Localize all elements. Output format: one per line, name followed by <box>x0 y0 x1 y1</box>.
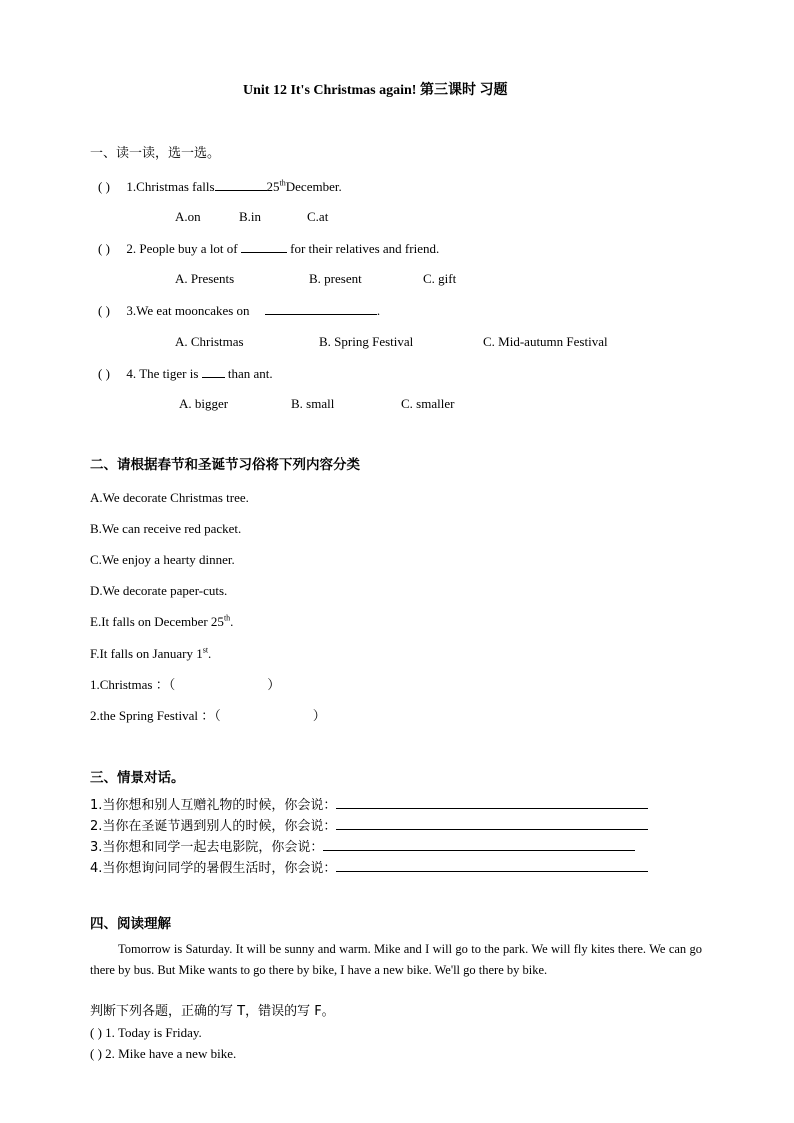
answer-line[interactable] <box>323 838 635 851</box>
s4-question-2 <box>90 1046 236 1062</box>
question-stem: Christmas falls <box>136 179 215 194</box>
s1-q3-option-b[interactable]: B. Spring Festival <box>319 334 414 349</box>
answer-line[interactable] <box>336 859 648 872</box>
superscript: th <box>223 613 231 623</box>
question-number: 1. <box>126 179 137 194</box>
s1-q4-option-c[interactable]: C. smaller <box>401 396 455 411</box>
s1-q3-option-a[interactable]: A. Christmas <box>175 334 244 349</box>
question-number: 2. <box>126 241 137 256</box>
s2-item-e-end: . <box>230 614 234 629</box>
answer-label: 2.the Spring Festival ：（ <box>90 708 221 723</box>
page-title <box>243 83 507 99</box>
s2-item-d: D.We decorate paper-cuts. <box>90 583 228 598</box>
question-stem: People buy a lot of <box>139 241 238 256</box>
s2-item-a: A.We decorate Christmas tree. <box>90 490 249 505</box>
question-stem: We eat mooncakes on <box>136 303 250 318</box>
s3-item-text: 2.当你在圣诞节遇到别人的时候，你会说： <box>90 819 337 834</box>
section3-heading: 三、情景对话。 <box>90 770 185 786</box>
answer-close: ） <box>312 708 326 723</box>
s1-q1-option-b[interactable]: B.in <box>239 209 262 224</box>
s3-item-text: 3.当你想和同学一起去电影院，你会说： <box>90 840 324 855</box>
s4-instruction: 判断下列各题，正确的写 T，错误的写 F。 <box>90 1004 335 1019</box>
question-text: 2. Mike have a new bike. <box>105 1046 237 1061</box>
title-text: Unit 12 It's Christmas again! 第三课时 习题 <box>243 83 508 98</box>
superscript: th <box>279 178 286 188</box>
s1-question-1 <box>98 178 342 195</box>
s2-item-e-text: E.It falls on December 25 <box>90 614 224 629</box>
s1-q1-option-a[interactable]: A.on <box>175 209 201 224</box>
fill-blank[interactable] <box>202 365 225 378</box>
section2-heading: 二、请根据春节和圣诞节习俗将下列内容分类 <box>90 457 360 473</box>
s3-item-2 <box>90 817 648 835</box>
question-text: 1. Today is Friday. <box>105 1025 202 1040</box>
s1-q1-option-c[interactable]: C.at <box>307 209 329 224</box>
s1-q2-option-a[interactable]: A. Presents <box>175 271 235 286</box>
answer-paren[interactable]: ( ) <box>90 1025 102 1040</box>
question-stem: The tiger is <box>139 366 199 381</box>
passage-text: Tomorrow is Saturday. It will be sunny and warm. Mike and I will go to the park. We will fly kites there. We can go there by bus. But Mike wants to go there by bike, I have a new bike. We'll go there by bike. <box>90 942 702 977</box>
s2-answer-christmas[interactable] <box>90 677 280 693</box>
s3-item-text: 4.当你想询问同学的暑假生活时，你会说： <box>90 861 337 876</box>
answer-paren[interactable]: ( ) <box>90 1046 102 1061</box>
s2-item-b: B.We can receive red packet. <box>90 521 242 536</box>
s1-question-4 <box>98 365 273 382</box>
answer-line[interactable] <box>336 796 648 809</box>
superscript: st <box>202 645 209 655</box>
question-number: 3. <box>126 303 137 318</box>
answer-paren[interactable]: ( ) <box>98 241 110 256</box>
answer-paren[interactable]: ( ) <box>98 366 110 381</box>
s1-q2-option-b[interactable]: B. present <box>309 271 362 286</box>
s2-answer-spring-festival[interactable] <box>90 708 326 724</box>
s1-q2-option-c[interactable]: C. gift <box>423 271 457 286</box>
question-number: 4. <box>126 366 137 381</box>
s1-q4-option-a[interactable]: A. bigger <box>179 396 229 411</box>
question-stem-after: than ant. <box>227 366 273 381</box>
section4-heading: 四、阅读理解 <box>90 916 171 932</box>
fill-blank[interactable] <box>265 302 377 315</box>
s3-item-4 <box>90 859 648 877</box>
answer-paren[interactable]: ( ) <box>98 179 110 194</box>
question-stem-after: 25 <box>266 179 280 194</box>
s2-item-f-end: . <box>208 646 212 661</box>
question-stem-end: December. <box>285 179 342 194</box>
s2-item-f <box>90 646 211 662</box>
answer-paren[interactable]: ( ) <box>98 303 110 318</box>
s3-item-3 <box>90 838 635 856</box>
answer-line[interactable] <box>336 817 648 830</box>
reading-passage <box>90 939 702 981</box>
s2-item-e <box>90 614 233 630</box>
fill-blank[interactable] <box>215 178 267 191</box>
s1-question-3 <box>98 302 380 319</box>
s3-item-text: 1.当你想和别人互赠礼物的时候，你会说： <box>90 798 337 813</box>
fill-blank[interactable] <box>241 240 287 253</box>
s4-question-1 <box>90 1025 202 1041</box>
s1-q3-option-c[interactable]: C. Mid-autumn Festival <box>483 334 608 349</box>
answer-label: 1.Christmas ：（ <box>90 677 176 692</box>
answer-close: ） <box>267 677 281 692</box>
question-stem-after: for their relatives and friend. <box>290 241 440 256</box>
question-stem-after: . <box>376 303 381 318</box>
s2-item-f-text: F.It falls on January 1 <box>90 646 203 661</box>
s2-item-c: C.We enjoy a hearty dinner. <box>90 552 235 567</box>
s1-q4-option-b[interactable]: B. small <box>291 396 335 411</box>
s3-item-1 <box>90 796 648 814</box>
s1-question-2 <box>98 240 439 257</box>
section1-heading: 一、读一读，选一选。 <box>90 146 221 161</box>
